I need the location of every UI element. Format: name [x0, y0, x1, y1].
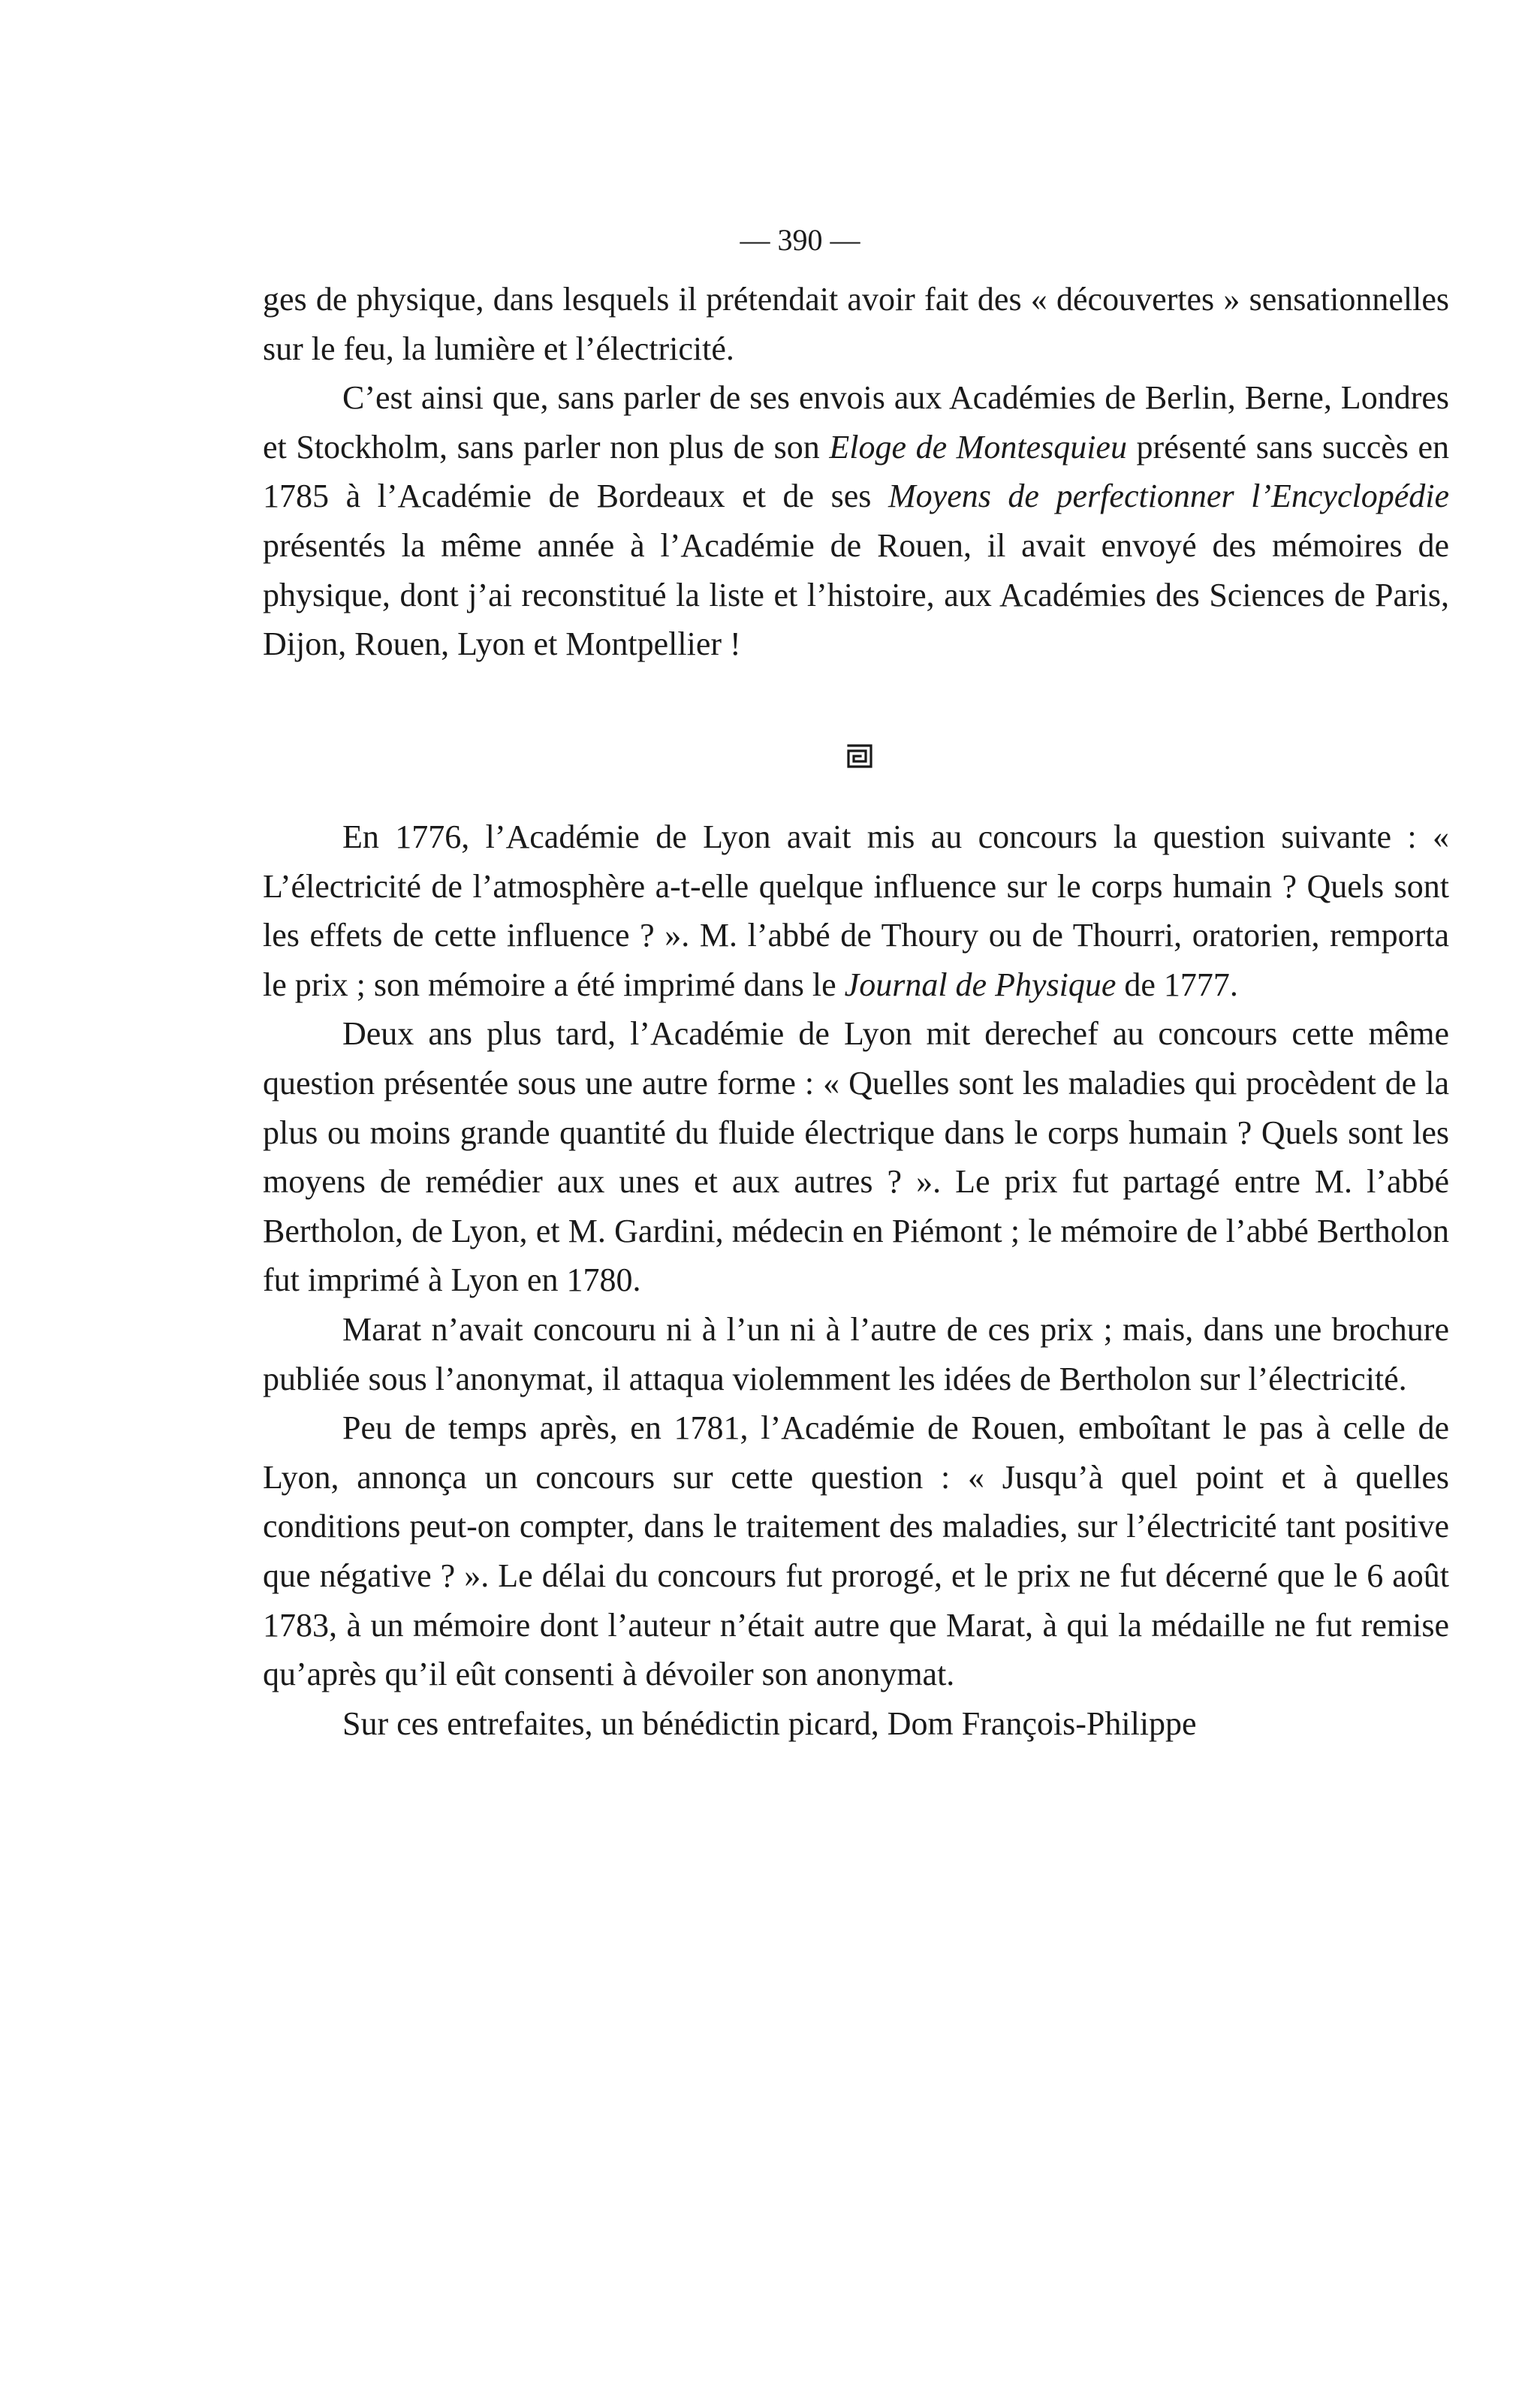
paragraph-text: présenté sans succès en 1785 à l’Académie de Bordeaux et de ses	[263, 428, 1449, 515]
paragraph-text: présentés la même année à l’Académie de Rouen, il avait envoyé des mémoires de physique, dont j’ai reconstitué la liste et l’histoire, aux Académies des Sciences de Paris, Dijon, Rouen, Lyon et Montpellier !	[263, 526, 1449, 663]
greek-key-ornament-icon	[846, 743, 873, 769]
title-eloge-montesquieu: Eloge de Montesquieu	[829, 428, 1127, 466]
paragraph-dom-francois-philippe	[263, 1699, 1449, 1749]
paragraph-text: de 1777.	[1116, 966, 1238, 1003]
paragraph-text: ges de physique, dans lesquels il prétendait avoir fait des « découvertes » sensationnelles sur le feu, la lumière et l’électricité.	[263, 281, 1449, 367]
page-number: — 390 —	[740, 223, 860, 257]
paragraph-concours-rouen-1781	[263, 1403, 1449, 1699]
paragraph-concours-lyon-1778	[263, 1009, 1449, 1305]
text-block-top	[263, 275, 1449, 669]
paragraph-concours-lyon-1776	[263, 812, 1449, 1009]
paragraph-academies-envois	[263, 373, 1449, 669]
paragraph-text: Peu de temps après, en 1781, l’Académie de Rouen, emboîtant le pas à celle de Lyon, annonça un concours sur cette question : « Jusqu’à quel point et à quelles conditions peut-on compter, dans le traitement des maladies, sur l’électricité tant positive que négative ? ». Le délai du concours fut prorogé, et le prix ne fut décerné que le 6 août 1783, à un mémoire dont l’auteur n’était autre que Marat, à qui la médaille ne fut remise qu’après qu’il eût consenti à dévoiler son anonymat.	[263, 1409, 1449, 1693]
title-moyens-encyclopedie: Moyens de perfectionner l’Encyclopédie	[888, 478, 1449, 515]
title-journal-de-physique: Journal de Physique	[844, 966, 1117, 1003]
paragraph-continuation	[263, 275, 1449, 373]
paragraph-text: Marat n’avait concouru ni à l’un ni à l’autre de ces prix ; mais, dans une brochure publiée sous l’anonymat, il attaqua violemment les idées de Bertholon sur l’électricité.	[263, 1310, 1449, 1397]
paragraph-marat-brochure	[263, 1305, 1449, 1403]
text-block-bottom	[263, 812, 1449, 1748]
paragraph-text: C’est ainsi que, sans parler de ses envois aux Académies de Berlin, Berne, Londres et Stockholm, sans parler non plus de son	[263, 379, 1449, 466]
paragraph-text: Deux ans plus tard, l’Académie de Lyon mit derechef au concours cette même question présentée sous une autre forme : « Quelles sont les maladies qui procèdent de la plus ou moins grande quantité du fluide électrique dans le corps humain ? Quels sont les moyens de remédier aux unes et aux autres ? ». Le prix fut partagé entre M. l’abbé Bertholon, de Lyon, et M. Gardini, médecin en Piémont ; le mémoire de l’abbé Bertholon fut imprimé à Lyon en 1780.	[263, 1015, 1449, 1299]
paragraph-text: En 1776, l’Académie de Lyon avait mis au concours la question suivante : « L’électricité de l’atmosphère a-t-elle quelque influence sur le corps humain ? Quels sont les effets de cette influence ? ». M. l’abbé de Thoury ou de Thourri, oratorien, remporta le prix ; son mémoire a été imprimé dans le	[263, 818, 1449, 1003]
paragraph-text: Sur ces entrefaites, un bénédictin picard, Dom François-Philippe	[342, 1704, 1197, 1742]
